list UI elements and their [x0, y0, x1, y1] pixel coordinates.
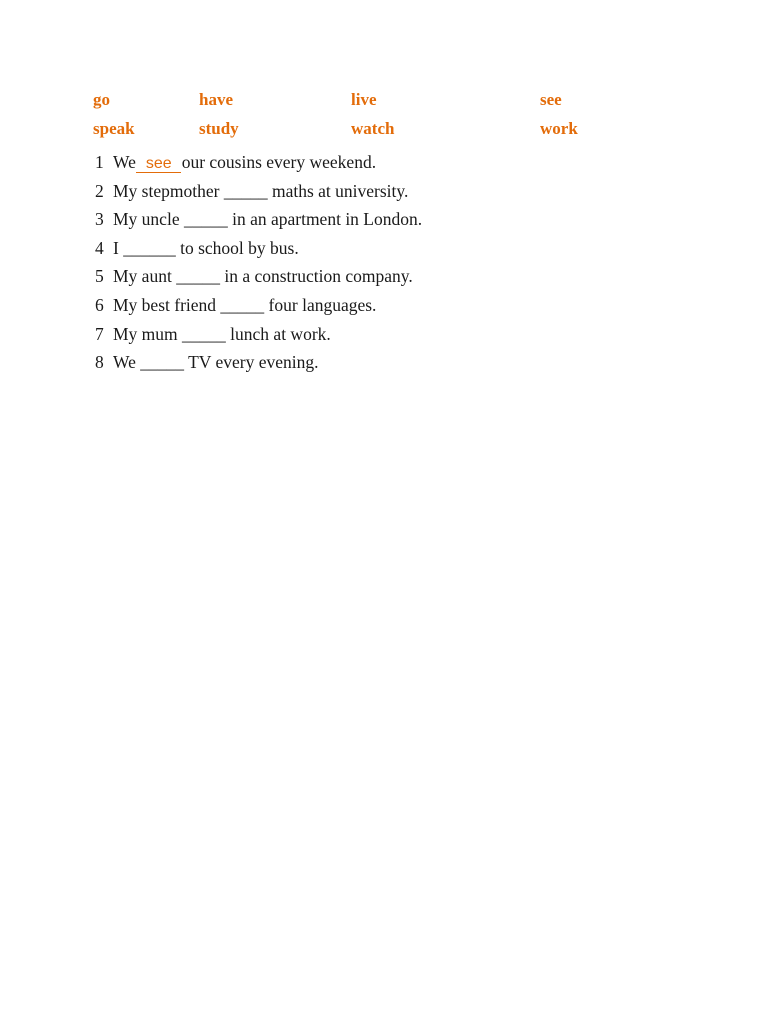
sentence-text-before: We [113, 152, 136, 172]
sentence-text-after: to school by bus. [175, 237, 299, 258]
sentence-number: 5 [95, 266, 104, 287]
sentence-text-after: TV every evening. [184, 352, 319, 373]
sentence-text-before: My uncle [113, 209, 184, 230]
sentence-number: 4 [95, 237, 104, 258]
answer-blank[interactable]: _____ [223, 180, 268, 201]
sentence-number: 3 [95, 209, 104, 230]
sentence-text-before: My best friend [113, 294, 221, 315]
sentence-1 [95, 150, 695, 179]
sentence-5 [95, 264, 695, 293]
word-study: study [199, 119, 239, 138]
sentence-text-after: in a construction company. [219, 266, 413, 287]
answer-example: see [136, 155, 181, 173]
sentence-3 [95, 207, 695, 236]
sentence-text-before: I [113, 237, 124, 258]
answer-blank[interactable]: _____ [220, 294, 265, 315]
sentence-7 [95, 322, 695, 351]
sentence-text-after: our cousins every weekend. [181, 152, 377, 172]
word-see: see [540, 90, 562, 109]
sentence-text-after: four languages. [264, 294, 377, 315]
answer-blank[interactable]: _____ [176, 266, 220, 287]
sentence-8 [95, 350, 695, 379]
sentence-text-before: My aunt [113, 266, 177, 287]
answer-blank[interactable]: _____ [182, 323, 226, 344]
word-speak: speak [93, 119, 135, 138]
word-watch: watch [351, 119, 395, 138]
sentence-number: 7 [95, 323, 104, 344]
word-bank-row-1 [93, 88, 653, 117]
word-live: live [351, 90, 377, 109]
sentence-6 [95, 293, 695, 322]
answer-blank[interactable]: ______ [123, 237, 176, 258]
sentence-number: 6 [95, 294, 104, 315]
sentence-text-after: lunch at work. [225, 323, 331, 344]
sentence-text-before: My stepmother [113, 180, 224, 201]
sentence-4 [95, 236, 695, 265]
word-bank-row-2 [93, 117, 653, 146]
sentence-2 [95, 179, 695, 208]
word-bank [93, 88, 653, 146]
sentence-text-before: My mum [113, 323, 183, 344]
word-have: have [199, 90, 233, 109]
sentence-text-before: We [113, 352, 141, 373]
sentence-text-after: in an apartment in London. [227, 209, 423, 230]
sentence-number: 2 [95, 180, 104, 201]
sentence-number: 8 [95, 352, 104, 373]
sentence-text-after: maths at university. [267, 180, 409, 201]
exercise-sentences [95, 150, 695, 379]
sentence-number: 1 [95, 152, 104, 172]
word-go: go [93, 90, 110, 109]
answer-blank[interactable]: _____ [183, 209, 228, 230]
word-work: work [540, 119, 578, 138]
answer-blank[interactable]: _____ [140, 352, 185, 373]
